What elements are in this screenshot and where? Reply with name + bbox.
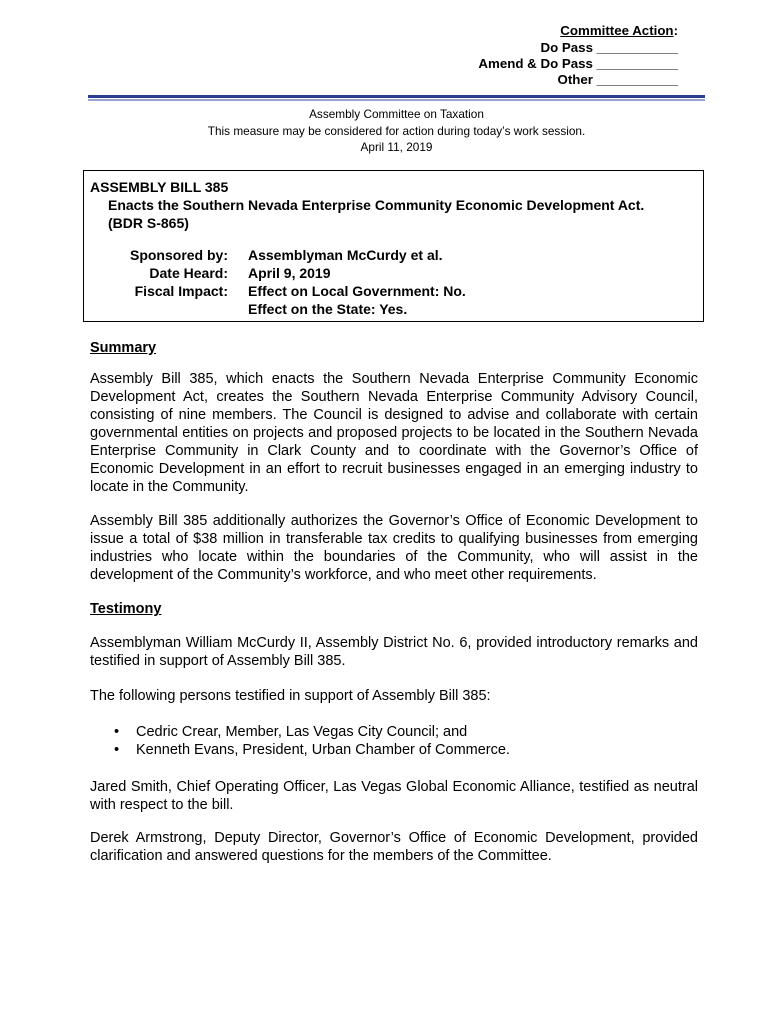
other-line: Other ___________ [557, 72, 678, 87]
bullet-icon: • [114, 724, 120, 740]
testimony-paragraph-3: Jared Smith, Chief Operating Officer, Las Vegas Global Economic Alliance, testified as neutral with respect to the bill. [90, 779, 698, 813]
sponsored-by-value: Assemblyman McCurdy et al. [248, 247, 443, 263]
testimony-paragraph-1: Assemblyman William McCurdy II, Assembly District No. 6, provided introductory remarks and testified in support of Assembly Bill 385. [90, 635, 698, 669]
date-heard-label: Date Heard: [149, 265, 228, 281]
bill-number: ASSEMBLY BILL 385 [90, 179, 229, 195]
sponsored-by-label: Sponsored by: [129, 247, 228, 263]
summary-paragraph-1: Assembly Bill 385, which enacts the Southern Nevada Enterprise Community Economic Development Act, creates the Southern Nevada Enterprise Community Advisory Council, consisting of nine members. The Council is designed to advise and collaborate with certain governmental entities on projects and proposed projects to be located in the Southern Nevada Enterprise Community in Clark County and to coordinate with the Governor’s Office of Economic Development in an effort to recruit businesses engaged in an emerging industry to locate in the Community. [90, 371, 698, 495]
header-rule-light [88, 99, 705, 101]
fiscal-impact-state: Effect on the State: Yes. [248, 301, 408, 317]
date-heard-value: April 9, 2019 [248, 265, 331, 281]
fiscal-impact-label: Fiscal Impact: [134, 283, 228, 299]
header-date: April 11, 2019 [360, 140, 433, 154]
summary-paragraph-2: Assembly Bill 385 additionally authorizes the Governor’s Office of Economic Development to issue a total of $38 million in transferable tax credits to qualifying businesses from emerging industries who locate within the boundaries of the Community, who will assist in the development of the Community’s workforce, and who meet other requirements. [90, 513, 698, 583]
bill-title: Enacts the Southern Nevada Enterprise Community Economic Development Act. [108, 197, 645, 213]
header-rule-dark [88, 95, 705, 98]
work-session-notice: This measure may be considered for action during today’s work session. [207, 124, 586, 138]
fiscal-impact-local: Effect on Local Government: No. [248, 283, 466, 299]
list-item: • Cedric Crear, Member, Las Vegas City Council; and [114, 724, 468, 740]
testimony-paragraph-4: Derek Armstrong, Deputy Director, Governor’s Office of Economic Development, provided clarification and answered questions for the members of the Committee. [90, 830, 698, 864]
bullet-icon: • [114, 742, 120, 758]
committee-action-title: Committee Action: [560, 23, 678, 38]
summary-heading: Summary [90, 340, 157, 356]
testimony-paragraph-2: The following persons testified in support of Assembly Bill 385: [90, 688, 491, 704]
do-pass-line: Do Pass ___________ [540, 40, 678, 55]
list-item: • Kenneth Evans, President, Urban Chamber of Commerce. [114, 742, 510, 758]
committee-name: Assembly Committee on Taxation [309, 107, 484, 121]
testimony-heading: Testimony [90, 601, 162, 617]
bill-bdr: (BDR S-865) [108, 215, 189, 231]
amend-do-pass-line: Amend & Do Pass ___________ [478, 56, 678, 71]
supporters-list [114, 723, 510, 759]
